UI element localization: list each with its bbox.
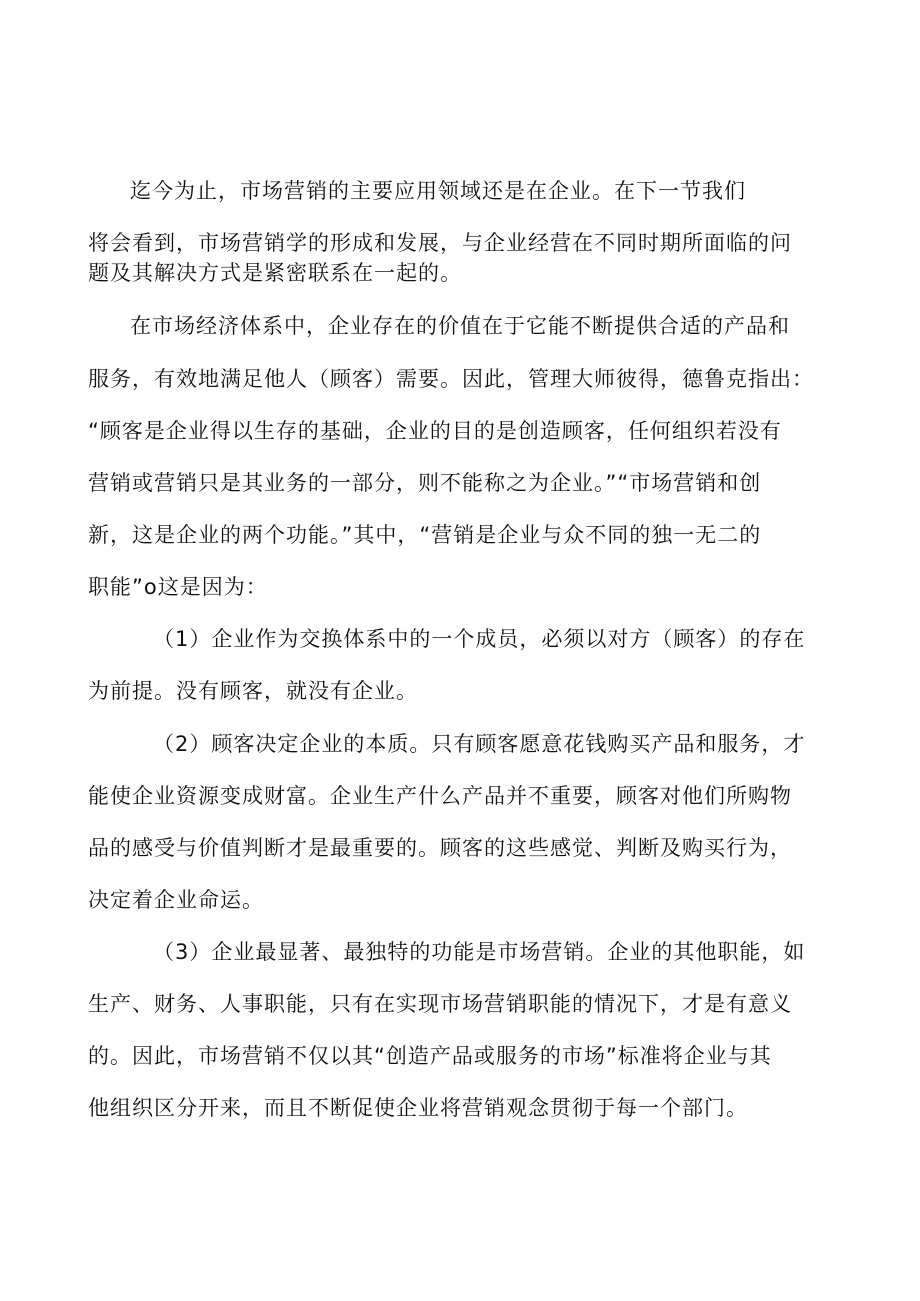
paragraph-2-line-4: 营销或营销只是其业务的一部分，则不能称之为企业。”“市场营销和创 <box>88 471 762 495</box>
paragraph-4-line-1: （2）顾客决定企业的本质。只有顾客愿意花钱购买产品和服务，才 <box>153 732 806 756</box>
paragraph-3-line-1: （1）企业作为交换体系中的一个成员，必须以对方（顾客）的存在 <box>153 627 806 651</box>
paragraph-2-line-6: 职能”o这是因为： <box>88 575 268 599</box>
paragraph-1-line-3: 题及其解决方式是紧密联系在一起的。 <box>88 261 462 285</box>
paragraph-3-line-2: 为前提。没有顾客，就没有企业。 <box>88 679 418 703</box>
paragraph-5-line-4: 他组织区分开来，而且不断促使企业将营销观念贯彻于每一个部门。 <box>88 1096 748 1120</box>
paragraph-5-line-3: 的。因此，市场营销不仅以其“创造产品或服务的市场”标准将企业与其 <box>88 1044 772 1068</box>
paragraph-2-line-2: 服务，有效地满足他人（顾客）需要。因此，管理大师彼得，德鲁克指出： <box>88 367 814 391</box>
paragraph-4-line-3: 品的感受与价值判断才是最重要的。顾客的这些感觉、判断及购买行为， <box>88 836 792 860</box>
paragraph-1-line-1: 迄今为止，市场营销的主要应用领域还是在企业。在下一节我们 <box>130 179 746 203</box>
paragraph-1-line-2: 将会看到，市场营销学的形成和发展，与企业经营在不同时期所面临的问 <box>88 231 792 255</box>
paragraph-2-line-3: “顾客是企业得以生存的基础，企业的目的是创造顾客，任何组织若没有 <box>88 419 782 443</box>
paragraph-5-line-2: 生产、财务、人事职能，只有在实现市场营销职能的情况下，才是有意义 <box>88 992 792 1016</box>
paragraph-4-line-4: 决定着企业命运。 <box>88 888 264 912</box>
paragraph-2-line-1: 在市场经济体系中，企业存在的价值在于它能不断提供合适的产品和 <box>130 314 790 338</box>
paragraph-5-line-1: （3）企业最显著、最独特的功能是市场营销。企业的其他职能，如 <box>153 940 806 964</box>
paragraph-2-line-5: 新，这是企业的两个功能。”其中，“营销是企业与众不同的独一无二的 <box>88 523 762 547</box>
paragraph-4-line-2: 能使企业资源变成财富。企业生产什么产品并不重要，顾客对他们所购物 <box>88 784 792 808</box>
